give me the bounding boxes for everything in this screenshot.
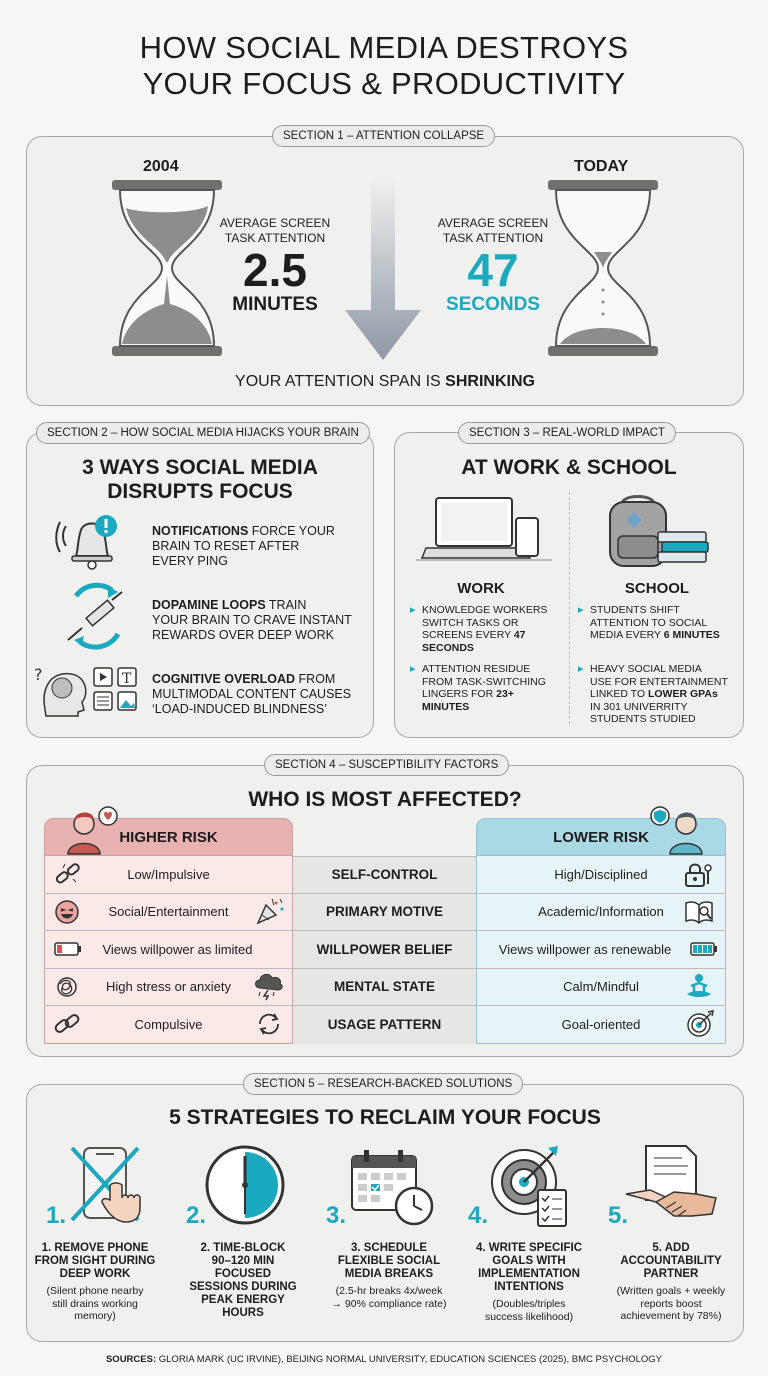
left-unit: MINUTES (232, 294, 318, 315)
strategy-2-number: 2. (186, 1202, 207, 1229)
wb2-l1: ▸ ATTENTION RESIDUE (422, 663, 531, 675)
s2-t3: FOCUSED (214, 1268, 272, 1280)
laughing-emoji-icon (54, 899, 80, 925)
s2-t5: PEAK ENERGY (201, 1294, 285, 1306)
year-2004: 2004 (143, 158, 179, 175)
strategy-3-sub (322, 1285, 456, 1310)
sources-text: GLORIA MARK (UC IRVINE), BEIJING NORMAL UNIVERSITY, EDUCATION SCIENCES (2025), BMC PSYCHOLOGY (156, 1354, 663, 1365)
section5-heading: 5 STRATEGIES TO RECLAIM YOUR FOCUS (169, 1106, 601, 1129)
sb2-l5: IN 301 UNIVERRITY (590, 700, 688, 713)
s3-s1: (2.5-hr breaks 4x/week (335, 1285, 443, 1297)
way-2-line3: REWARDS OVER DEEP WORK (152, 628, 334, 642)
left-value: 2.5 (243, 244, 307, 296)
wb2-l3: LINGERS FOR (422, 688, 497, 700)
section1-label: SECTION 1 – ATTENTION COLLAPSE (272, 125, 495, 147)
left-caption (212, 216, 338, 246)
strategy-1-number: 1. (46, 1202, 67, 1229)
section4-heading: WHO IS MOST AFFECTED? (248, 788, 522, 811)
target-checklist-icon (490, 1146, 572, 1228)
left-caption-line2: TASK ATTENTION (224, 231, 326, 245)
section2-heading-line2: DISRUPTS FOCUS (107, 480, 293, 503)
lower-risk-label: LOWER RISK (553, 828, 649, 846)
way-3-bold: COGNITIVE OVERLOAD (152, 672, 296, 686)
page-title (0, 30, 768, 102)
bell-icon (58, 512, 128, 570)
strategy-2-title (176, 1242, 310, 1320)
target-icon (686, 1010, 714, 1038)
high-self-control: Low/Impulsive (127, 867, 210, 882)
hourglass-full-icon (112, 180, 222, 360)
right-unit: SECONDS (446, 294, 540, 315)
storm-cloud-icon (254, 972, 284, 1000)
higher-risk-label: HIGHER RISK (119, 828, 218, 846)
s5-t3: PARTNER (643, 1268, 699, 1280)
strategy-5-number: 5. (608, 1202, 629, 1229)
section2-heading (26, 456, 374, 504)
wb2-bold1: 23+ (496, 688, 514, 700)
svg-text:?: ? (34, 665, 43, 684)
tangled-scribble-icon (54, 974, 80, 1000)
party-popper-icon (256, 897, 286, 925)
backpack-books-icon (604, 490, 710, 572)
sb2-l6: STUDENTS STUDIED (590, 713, 696, 725)
low-willpower: Views willpower as renewable (498, 941, 672, 957)
year-today: TODAY (574, 158, 629, 175)
factor-motive: PRIMARY MOTIVE (325, 904, 443, 919)
wb1-bold2: SECONDS (422, 641, 474, 654)
s4-t3: IMPLEMENTATION (478, 1268, 580, 1280)
strategy-3-title (322, 1242, 456, 1281)
section3-label: SECTION 3 – REAL-WORLD IMPACT (458, 422, 676, 444)
sb2-bold: LOWER GPAs (647, 688, 718, 700)
sb1-bold: 6 MINUTES (663, 629, 720, 641)
section5-label: SECTION 5 – RESEARCH-BACKED SOLUTIONS (243, 1073, 523, 1095)
s2-t6: HOURS (222, 1307, 264, 1319)
way-notifications (152, 524, 362, 569)
strategy-4-number: 4. (468, 1202, 489, 1229)
way-2-rest: TRAIN (265, 598, 307, 612)
wb2-bold2: MINUTES (422, 700, 470, 713)
way-2-line2: YOUR BRAIN TO CRAVE INSTANT (152, 613, 352, 627)
sb2-l1: ▸ HEAVY SOCIAL MEDIA (590, 663, 702, 675)
s1-s2: still drains working (52, 1297, 138, 1310)
s4-t1: 4. WRITE SPECIFIC (475, 1242, 583, 1254)
s3-s2: → 90% compliance rate) (331, 1297, 447, 1310)
svg-text:T: T (122, 671, 132, 687)
high-motive: Social/Entertainment (108, 904, 229, 919)
strategy-3-number: 3. (326, 1202, 347, 1229)
section4-label: SECTION 4 – SUSCEPTIBILITY FACTORS (264, 754, 509, 776)
high-usage: Compulsive (134, 1016, 203, 1032)
sb2-l2: USE FOR ENTERTAINMENT (590, 675, 728, 688)
strategy-1-sub (28, 1285, 162, 1323)
wb1-l2: SWITCH TASKS OR (422, 616, 519, 629)
footer-plain: YOUR ATTENTION SPAN IS (235, 373, 446, 390)
section2-label: SECTION 2 – HOW SOCIAL MEDIA HIJACKS YOUR BRAIN (36, 422, 370, 444)
s2-t1: 2. TIME-BLOCK (200, 1242, 286, 1254)
broken-chain-icon (54, 862, 82, 888)
s1-s3: memory) (74, 1310, 116, 1322)
high-mental-state: High stress or anxiety (106, 979, 231, 994)
stressed-person-icon (66, 806, 126, 854)
strategy-4-title (462, 1242, 596, 1294)
sb1-l2: ATTENTION TO SOCIAL (590, 616, 708, 629)
work-bullet-1 (410, 604, 566, 654)
section1-footer (26, 373, 744, 391)
battery-full-icon (690, 942, 718, 956)
s3-t3: MEDIA BREAKS (344, 1268, 434, 1280)
factor-mental-state: MENTAL STATE (334, 979, 435, 994)
s4-t4: INTENTIONS (494, 1281, 564, 1293)
clock-timeblock-icon (204, 1144, 286, 1226)
crossed-phone-icon (70, 1146, 146, 1226)
work-bullet-2 (410, 663, 566, 713)
sources-label: SOURCES: (105, 1354, 157, 1365)
chain-link-icon (54, 1012, 80, 1036)
lock-icon (684, 862, 712, 888)
factor-willpower: WILLPOWER BELIEF (316, 941, 453, 957)
laptop-phone-icon (426, 496, 552, 562)
calendar-clock-icon (350, 1148, 436, 1228)
sources-line (0, 1354, 768, 1365)
s4-s2: success likelihood) (484, 1310, 574, 1323)
low-mental-state: Calm/Mindful (563, 979, 639, 994)
way-1-rest: FORCE YOUR (248, 524, 335, 538)
s4-s1: (Doubles/triples (492, 1298, 566, 1310)
s5-s1: (Written goals + weekly (616, 1285, 726, 1297)
s1-s1: (Silent phone nearby (46, 1285, 144, 1297)
school-bullet-2 (578, 663, 740, 726)
right-caption-line2: TASK ATTENTION (442, 231, 544, 245)
calm-person-icon (648, 806, 708, 854)
factor-self-control: SELF-CONTROL (331, 867, 438, 882)
section3-divider (569, 492, 570, 724)
sb2-l3: LINKED TO (590, 688, 648, 700)
s5-s3: achievement by 78%) (620, 1310, 722, 1322)
syringe-icon (60, 586, 132, 646)
s1-t2: FROM SIGHT DURING (34, 1255, 156, 1267)
section2-heading-line1: 3 WAYS SOCIAL MEDIA (82, 456, 318, 479)
way-3-rest: FROM (295, 672, 336, 686)
open-book-icon (684, 899, 714, 925)
strategy-5-sub (604, 1285, 738, 1323)
right-caption-line1: AVERAGE SCREEN (437, 216, 549, 230)
low-self-control: High/Disciplined (554, 867, 648, 882)
strategy-1-title (28, 1242, 162, 1281)
s2-t4: SESSIONS DURING (189, 1281, 297, 1293)
brain-icon (34, 664, 144, 720)
way-2-bold: DOPAMINE LOOPS (152, 598, 266, 612)
strategy-4-sub (462, 1298, 596, 1323)
sb1-l1: ▸ STUDENTS SHIFT (590, 604, 680, 616)
wb1-bold1: 47 (513, 629, 526, 641)
footer-bold: SHRINKING (445, 373, 535, 390)
low-motive: Academic/Information (538, 904, 664, 919)
way-1-bold: NOTIFICATIONS (152, 524, 249, 538)
way-1-line3: EVERY PING (152, 554, 228, 568)
work-title: WORK (457, 580, 505, 597)
way-3-line2: MULTIMODAL CONTENT CAUSES (152, 687, 352, 701)
battery-low-icon (54, 942, 82, 956)
school-title: SCHOOL (624, 580, 690, 597)
way-dopamine (152, 598, 367, 643)
s5-t2: ACCOUNTABILITY (620, 1255, 722, 1267)
s1-t1: 1. REMOVE PHONE (41, 1242, 149, 1254)
refresh-cycle-icon (256, 1011, 282, 1037)
strategy-5-title (604, 1242, 738, 1281)
s4-t2: GOALS WITH (492, 1255, 566, 1267)
right-value: 47 (467, 244, 519, 296)
meditation-icon (684, 972, 714, 1000)
down-arrow-icon (345, 180, 421, 360)
s3-t1: 3. SCHEDULE (350, 1242, 428, 1254)
way-cognitive (152, 672, 367, 717)
way-3-line3: ‘LOAD-INDUCED BLINDNESS’ (152, 702, 328, 716)
title-line-1: HOW SOCIAL MEDIA DESTROYS (139, 30, 629, 65)
s3-t2: FLEXIBLE SOCIAL (337, 1255, 441, 1267)
sb1-l3: MEDIA EVERY (590, 629, 664, 641)
wb2-l2: FROM TASK-SWITCHING (422, 675, 546, 688)
factor-usage: USAGE PATTERN (327, 1016, 442, 1032)
school-bullet-1 (578, 604, 740, 642)
high-willpower: Views willpower as limited (102, 941, 253, 957)
section3-heading: AT WORK & SCHOOL (461, 456, 677, 479)
handshake-document-icon (626, 1144, 722, 1228)
title-line-2: YOUR FOCUS & PRODUCTIVITY (142, 66, 626, 101)
s5-s2: reports boost (640, 1297, 702, 1310)
wb1-l1: ▸ KNOWLEDGE WORKERS (422, 604, 548, 616)
s1-t3: DEEP WORK (59, 1268, 131, 1280)
left-caption-line1: AVERAGE SCREEN (219, 216, 331, 230)
s2-t2: 90–120 MIN (211, 1255, 275, 1267)
hourglass-empty-icon (548, 180, 658, 360)
way-1-line2: BRAIN TO RESET AFTER (152, 539, 300, 553)
s5-t1: 5. ADD (652, 1242, 690, 1254)
right-caption (430, 216, 556, 246)
low-usage: Goal-oriented (561, 1016, 641, 1032)
wb1-l3: SCREENS EVERY (422, 629, 514, 641)
